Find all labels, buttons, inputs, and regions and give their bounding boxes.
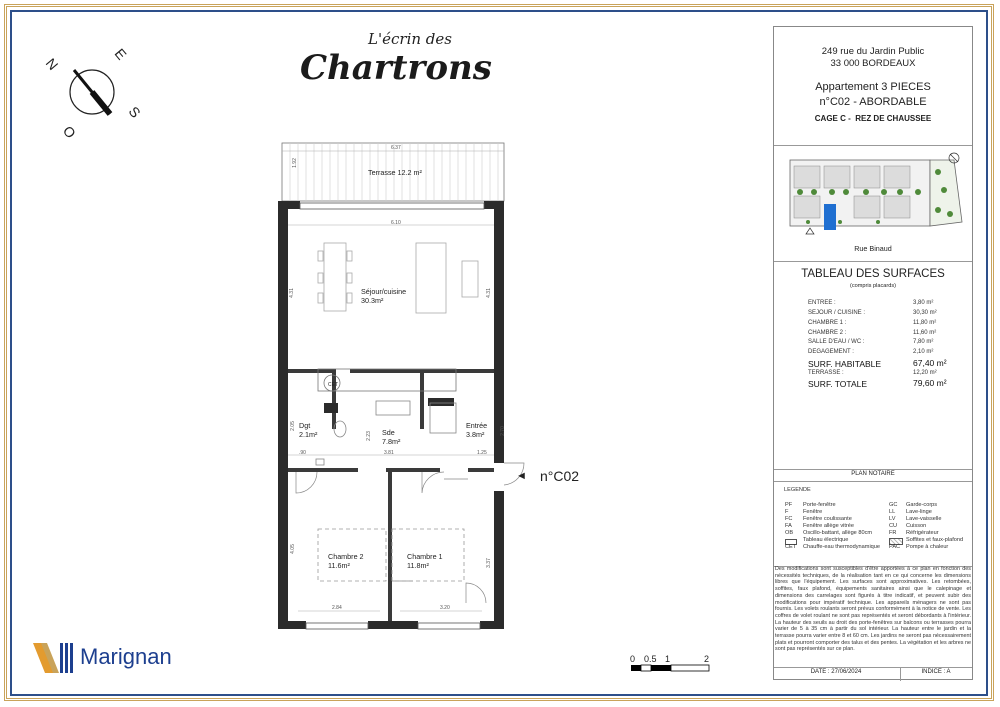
kitchen: [318, 369, 456, 413]
legend-code-lv: LV: [889, 516, 896, 522]
address-line1: 249 rue du Jardin Public: [821, 46, 925, 57]
legend-code-ll: LL: [889, 509, 896, 515]
legend-code-cet: CET: [785, 544, 797, 550]
dim-living-left: 4.31: [288, 288, 295, 298]
address-line2: 33 000 BORDEAUX: [830, 58, 916, 69]
legend-title: LEGENDE: [784, 487, 811, 493]
legend-code-cu: CU: [889, 523, 898, 529]
dim-ch2-w: 2.84: [332, 605, 342, 611]
plan-sejour-area: 30.3m²: [361, 296, 384, 305]
plan-sde-name: Sde: [382, 428, 395, 437]
dim-living-width: 6.10: [391, 220, 401, 226]
project-logo-line2: Chartrons: [300, 48, 492, 88]
legend-code-ob: OB: [785, 530, 794, 536]
legend-code-pf: PF: [785, 502, 793, 508]
interior-walls: [288, 369, 494, 621]
legend-text-fc: Fenêtre coulissante: [803, 516, 852, 522]
plan-entree-name: Entrée: [466, 421, 488, 430]
legend-text-pf: Porte-fenêtre: [803, 502, 836, 508]
legend-code-fr: FR: [889, 530, 897, 536]
dim-ch1-h: 3.37: [485, 558, 492, 568]
legend-text-ll: Lave-linge: [906, 509, 932, 515]
surface-value-entree: 3,80 m²: [913, 300, 934, 306]
legend-text-soffites: Soffites et faux-plafond: [906, 537, 964, 543]
compass-n: N: [42, 54, 62, 74]
surface-value-sde: 7,80 m²: [913, 339, 934, 345]
legend-text-ob: Oscillo-battant, allège 80cm: [803, 530, 873, 536]
surface-value-degagement: 2,10 m²: [913, 349, 934, 355]
footer-date: DATE : 27/06/2024: [810, 669, 862, 675]
dim-ch2-h: 4.05: [289, 544, 296, 554]
brand-name: Marignan: [80, 644, 172, 669]
surface-value-chambre2: 11,60 m²: [913, 330, 937, 336]
plan-ch2-name: Chambre 2: [328, 552, 364, 561]
scale-label-2: 2: [704, 654, 710, 664]
scale-bar: [630, 664, 712, 674]
surface-value-sejour: 30,30 m²: [913, 310, 937, 316]
disclaimer-notice: Des modifications sont susceptibles d'être apportées à ce plan en fonction des nécessités techniques, de la réalisation tant en ce qui concerne les dimensions libres que l'équipement. Les surfaces sont approximatives. Les retombées, soffites, faux plafond, équipements sanitaires ainsi que le calepinage et dimensions des carrelages sont figurés à titre indicatif, et peuvent subir des modifications pour impératif technique. Les appareils ménagers ne sont pas fournis. Les volets roulants seront prévus conformément à la notice de vente. Les coffres de volet roulant ne sont pas représentés et seront débordants à l'intérieur. La hauteur des seuils au droit des porte-fenêtres sur balcons ou terrasses pourra varier de 5 à 35 cm à partir du sol intérieur. La hauteur entre le jardin et la terrasse pourra varier entre 8 et 60 cm. Les jardins ne seront pas nécessairement plats et pourront comporter des talus et des pentes. La végétation et les arbres ne sont pas représentés sur ce plan.: [775, 566, 971, 653]
living-furniture: [318, 243, 478, 313]
surface-label-chambre2: CHAMBRE 2 :: [808, 330, 847, 336]
surface-value-chambre1: 11,80 m²: [913, 320, 937, 326]
surface-terrace-value: 12,20 m²: [913, 370, 937, 376]
compass-s: S: [125, 103, 144, 121]
plan-cet-label: CET: [328, 382, 338, 388]
plan-ch1-name: Chambre 1: [407, 552, 443, 561]
legend-text-cu: Cuisson: [906, 523, 927, 529]
dim-entree-w: 1.25: [477, 450, 487, 456]
plan-terrace-label: Terrasse 12.2 m²: [368, 168, 422, 177]
footer-indice: INDICE : A: [921, 669, 951, 675]
surface-habitable-label: SURF. HABITABLE: [808, 359, 882, 369]
site-plan-map: [788, 152, 968, 236]
entrance-lot-label: n°C02: [540, 468, 580, 484]
plan-sde-area: 7.8m²: [382, 437, 401, 446]
plan-dgt-name: Dgt: [299, 421, 311, 430]
dim-sde-w: 3.81: [384, 450, 394, 456]
dim-entree-h: 2.70: [499, 426, 506, 436]
legend-code-gc: GC: [889, 502, 898, 508]
project-logo-line1: L'écrin des: [368, 30, 452, 48]
legend-code-pac: PAC: [889, 544, 901, 550]
apartment-type: Appartement 3 PIECES: [815, 81, 931, 93]
dim-terrace-width: 6.37: [391, 145, 401, 151]
compass-e: E: [111, 45, 130, 63]
surface-label-degagement: DEGAGEMENT :: [808, 349, 854, 355]
legend-text-f: Fenêtre: [803, 509, 823, 515]
plan-dgt-area: 2.1m²: [299, 430, 318, 439]
entrance-arrow-icon: ◄: [516, 470, 527, 482]
cage-level: CAGE C - REZ DE CHAUSSEE: [814, 114, 932, 123]
surfaces-subtitle: (compris placards): [849, 283, 896, 289]
site-street-name: Rue Binaud: [854, 244, 892, 253]
legend-text-fa: Fenêtre allège vitrée: [803, 523, 854, 529]
dim-dgt-w: .90: [299, 450, 306, 456]
legend-text-gc: Garde-corps: [906, 502, 938, 508]
dim-ch1-w: 3.20: [440, 605, 450, 611]
legend-text-lv: Lave-vaisselle: [906, 516, 942, 522]
legend-code-fc: FC: [785, 516, 793, 522]
plan-sejour-name: Séjour/cuisine: [361, 287, 407, 296]
lot-name: n°C02 - ABORDABLE: [819, 96, 927, 108]
scale-label-05: 0.5: [644, 654, 657, 664]
surface-label-sejour: SEJOUR / CUISINE :: [808, 310, 866, 316]
compass-o: O: [59, 122, 80, 142]
dim-terrace-depth: 1.92: [291, 158, 298, 168]
legend-text-cet: Chauffe-eau thermodynamique: [803, 544, 881, 550]
dim-living-right: 4.31: [485, 288, 492, 298]
surface-habitable-value: 67,40 m²: [913, 358, 947, 368]
legend-code-f: F: [785, 509, 789, 515]
legend-code-fa: FA: [785, 523, 792, 529]
scale-label-1: 1: [665, 654, 671, 664]
legend-text-tableau: Tableau électrique: [803, 537, 849, 543]
plan-ch2-area: 11.6m²: [328, 561, 350, 570]
doors: [296, 463, 524, 603]
surface-total-value: 79,60 m²: [913, 378, 947, 388]
surface-label-sde: SALLE D'EAU / WC :: [808, 339, 865, 345]
legend-text-pac: Pompe à chaleur: [906, 544, 949, 550]
dim-sde-h: 2.23: [365, 431, 372, 441]
plan-entree-area: 3.8m²: [466, 430, 485, 439]
surface-label-chambre1: CHAMBRE 1 :: [808, 320, 847, 326]
surfaces-title: TABLEAU DES SURFACES: [801, 268, 945, 280]
surface-terrace-label: TERRASSE :: [808, 370, 844, 376]
plan-ch1-area: 11.8m²: [407, 561, 429, 570]
surface-label-entree: ENTREE :: [808, 300, 836, 306]
plan-notaire-title: PLAN NOTAIRE: [851, 471, 895, 477]
scale-label-0: 0: [630, 654, 636, 664]
legend-text-fr: Réfrigérateur: [906, 530, 939, 536]
dim-dgt-h: 2.05: [289, 421, 296, 431]
marignan-logo-icon: [33, 643, 75, 673]
surface-total-label: SURF. TOTALE: [808, 379, 868, 389]
